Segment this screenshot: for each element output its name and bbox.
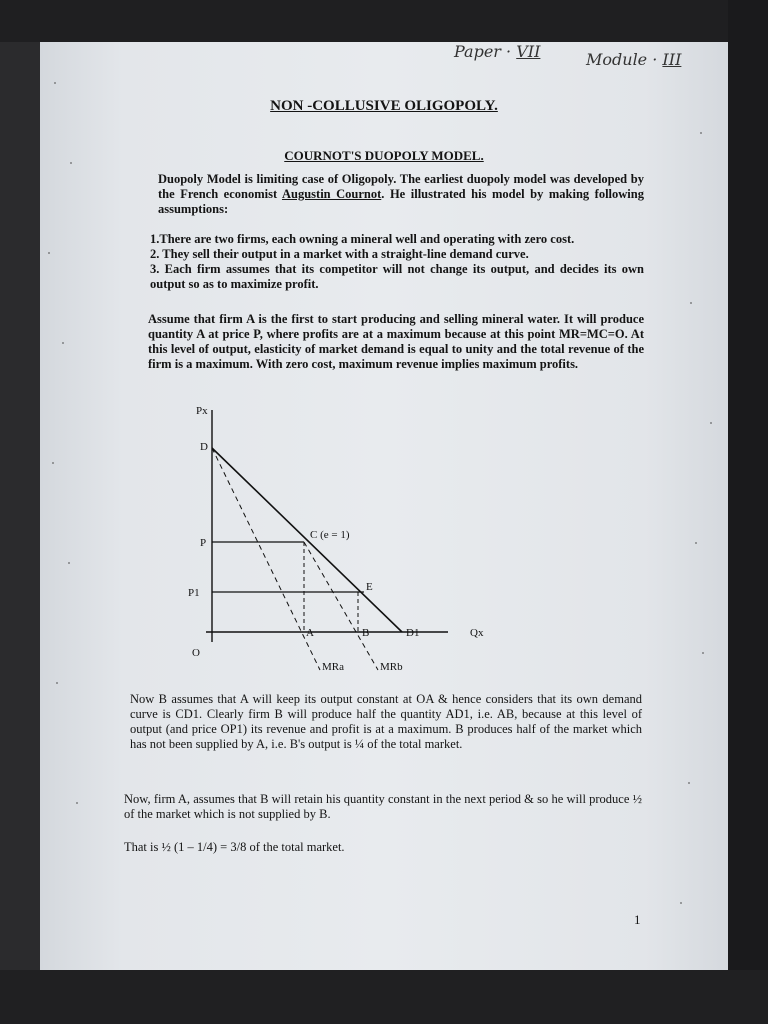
scan-top-border xyxy=(0,0,768,42)
point-a-label: A xyxy=(306,627,314,639)
firm-b-paragraph: Now B assumes that A will keep its output constant at OA & hence considers that its own demand curve is CD1. Clearly firm B will produce half the quantity AD1, i.e. AB, because at this level of output (and price OP1) its revenue and profit is at a maximum. B produces half of the market which has not been supplied by A, i.e. B's output is ¼ of the total market. xyxy=(130,692,642,751)
that-is-line: That is ½ (1 – 1/4) = 3/8 of the total market. xyxy=(124,840,345,854)
page-number: 1 xyxy=(634,912,641,927)
mrb-curve xyxy=(304,542,378,670)
mra-label: MRa xyxy=(322,661,344,672)
origin-label: O xyxy=(192,647,200,659)
point-p-label: P xyxy=(200,537,207,549)
mrb-label: MRb xyxy=(380,661,403,672)
point-e-label: E xyxy=(366,581,373,593)
page-title: NON -COLLUSIVE OLIGOPOLY. xyxy=(270,98,498,114)
list-item: 1.There are two firms, each owning a mineral well and operating with zero cost. xyxy=(150,232,575,246)
firm-a-paragraph: Assume that firm A is the first to start producing and selling mineral water. It will produce quantity A at price P, where profits are at a maximum because at this point MR=MC=O. At this level of output, elasticity of market demand is equal to unity and the total revenue of the firm is a maximum. With zero cost, maximum revenue implies maximum profits. xyxy=(148,312,644,371)
x-axis-label: Qx xyxy=(470,627,484,639)
cournot-name: Augustin Cournot xyxy=(281,187,382,201)
document-page xyxy=(40,42,728,970)
scan-bottom-border xyxy=(0,970,768,1024)
y-axis-label: Px xyxy=(196,405,208,417)
list-item: 3. Each firm assumes that its competitor will not change its output, and decides its own output so as to maximize profit. xyxy=(150,262,644,291)
point-c-label: C (e = 1) xyxy=(310,529,350,541)
assumptions-list xyxy=(150,232,644,292)
demand-curve xyxy=(212,448,402,632)
point-d1-label: D1 xyxy=(406,627,420,639)
list-item: 2. They sell their output in a market with a straight-line demand curve. xyxy=(150,247,529,261)
firm-a-again-paragraph: Now, firm A, assumes that B will retain his quantity constant in the next period & so he will produce ½ of the market which is not supplied by B. xyxy=(124,792,642,821)
handwritten-paper-label: Paper · VII xyxy=(454,42,541,61)
point-b-label: B xyxy=(362,627,370,639)
cournot-diagram xyxy=(170,400,510,672)
handwritten-module-label: Module · III xyxy=(586,50,682,69)
scan-right-border xyxy=(728,0,768,1024)
intro-paragraph: Duopoly Model is limiting case of Oligopoly. The earliest duopoly model was developed by the French economist Augustin Cournot. He illustrated his model by making following assumptions: xyxy=(158,172,644,216)
section-subtitle: COURNOT'S DUOPOLY MODEL. xyxy=(284,148,484,163)
point-p1-label: P1 xyxy=(188,587,200,599)
point-d-label: D xyxy=(200,441,208,453)
